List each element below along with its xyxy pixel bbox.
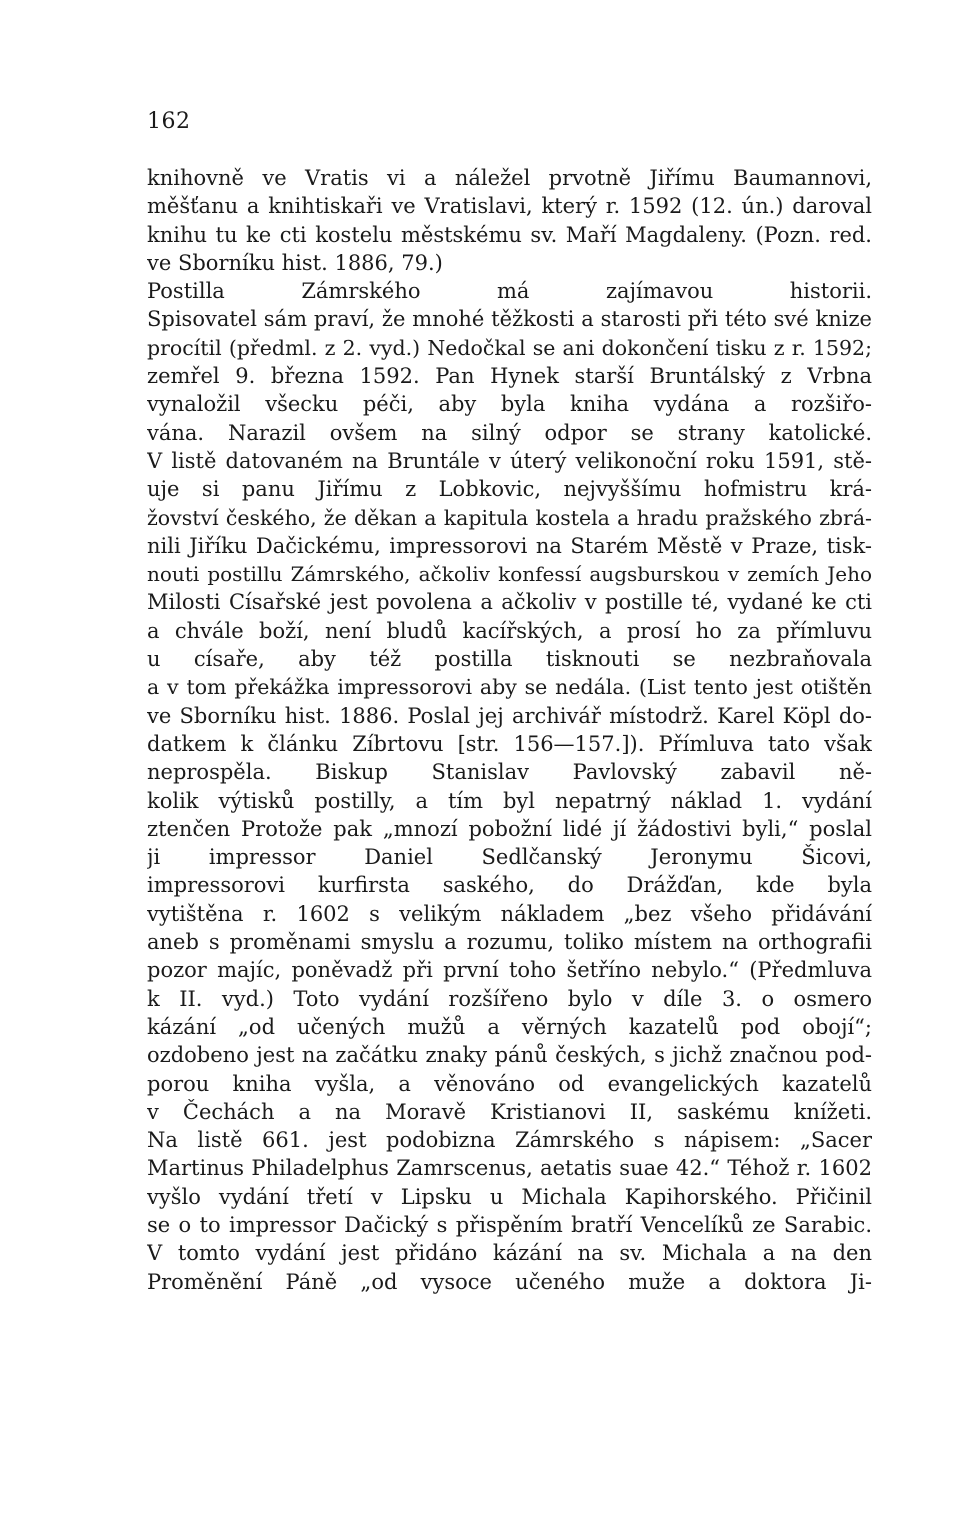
text-line: impressorovi kurfirsta saského, do Drážďan, kde byla [147,873,872,898]
text-line: ozdobeno jest na začátku znaky pánů českých, s jichž značnou pod- [147,1043,872,1068]
text-line: měšťanu a knihtiskaři ve Vratislavi, který r. 1592 (12. ún.) daroval [147,194,872,219]
text-line: k II. vyd.) Toto vydání rozšířeno bylo v díle 3. o osmero [147,986,872,1011]
text-line: aneb s proměnami smyslu a rozumu, toliko místem na orthografii [147,930,872,955]
text-line: vána. Narazil ovšem na silný odpor se strany katolické. [147,420,872,445]
text-line: a v tom překážka impressorovi aby se nedála. (List tento jest otištěn [147,675,872,700]
text-line: Proměnění Páně „od vysoce učeného muže a doktora Ji- [147,1269,872,1294]
text-line: a chvále boží, není bludů kacířských, a prosí ho za přímluvu [147,618,872,643]
text-line: Postilla Zámrského má zajímavou historii. [147,279,872,304]
text-line: ji impressor Daniel Sedlčanský Jeronymu Šicovi, [147,845,872,870]
text-line: V listě datovaném na Bruntále v úterý velikonoční roku 1591, stě- [147,448,872,473]
text-line: kázání „od učených mužů a věrných kazatelů pod obojí“; [147,1014,872,1039]
text-line: kolik výtisků postilly, a tím byl nepatrný náklad 1. vydání [147,788,872,813]
page-number: 162 [147,109,191,134]
text-line: porou kniha vyšla, a věnováno od evangelických kazatelů [147,1071,872,1096]
text-line: knihu tu ke cti kostelu městskému sv. Maří Magdaleny. (Pozn. red. [147,222,872,247]
text-line: Martinus Philadelphus Zamrscenus, aetatis suae 42.“ Téhož r. 1602 [147,1156,872,1181]
text-line: vynaložil všecku péči, aby byla kniha vydána a rozšiřo- [147,392,872,417]
text-line: u císaře, aby též postilla tisknouti se nezbraňovala [147,647,872,672]
text-line: datkem k článku Zíbrtovu [str. 156—157.]). Přímluva tato však [147,731,872,756]
text-line: ve Sborníku hist. 1886. Poslal jej archivář místodrž. Karel Köpl do- [147,703,872,728]
text-line: uje si panu Jiřímu z Lobkovic, nejvyššímu hofmistru krá- [147,477,872,502]
text-line: V tomto vydání jest přidáno kázání na sv. Michala a na den [147,1241,872,1266]
text-line: neprospěla. Biskup Stanislav Pavlovský zabavil ně- [147,760,872,785]
text-line: Milosti Císařské jest povolena a ačkoliv v postille té, vydané ke cti [147,590,872,615]
text-line: v Čechách a na Moravě Kristianovi II, saskému knížeti. [147,1099,872,1124]
text-line: ztenčen Protože pak „mnozí pobožní lidé jí žádostivi byli,“ poslal [147,816,872,841]
text-line: nili Jiříku Dačickému, impressorovi na Starém Městě v Praze, tisk- [147,533,872,558]
text-line: se o to impressor Dačický s přispěním bratří Vencelíků ze Sarabic. [147,1212,872,1237]
text-line: Na listě 661. jest podobizna Zámrského s nápisem: „Sacer [147,1128,872,1153]
text-line: zemřel 9. března 1592. Pan Hynek starší Bruntálský z Vrbna [147,364,872,389]
text-line: vytištěna r. 1602 s velikým nákladem „bez všeho přidávání [147,901,872,926]
text-line: procítil (předml. z 2. vyd.) Nedočkal se ani dokončení tisku z r. 1592; [147,335,872,360]
text-line: žovství českého, že děkan a kapitula kostela a hradu pražského zbrá- [147,505,872,530]
text-body [147,164,872,1296]
text-line: vyšlo vydání třetí v Lipsku u Michala Kapihorského. Přičinil [147,1184,872,1209]
text-line: nouti postillu Zámrského, ačkoliv konfessí augsburskou v zemích Jeho [147,562,872,587]
text-line: ve Sborníku hist. 1886, 79.) [147,250,443,275]
text-line: Spisovatel sám praví, že mnohé těžkosti a starosti při této své knize [147,307,872,332]
text-line: knihovně ve Vratis vi a náležel prvotně Jiřímu Baumannovi, [147,166,872,190]
text-line: pozor majíc, poněvadž při první toho šetříno nebylo.“ (Předmluva [147,958,872,983]
